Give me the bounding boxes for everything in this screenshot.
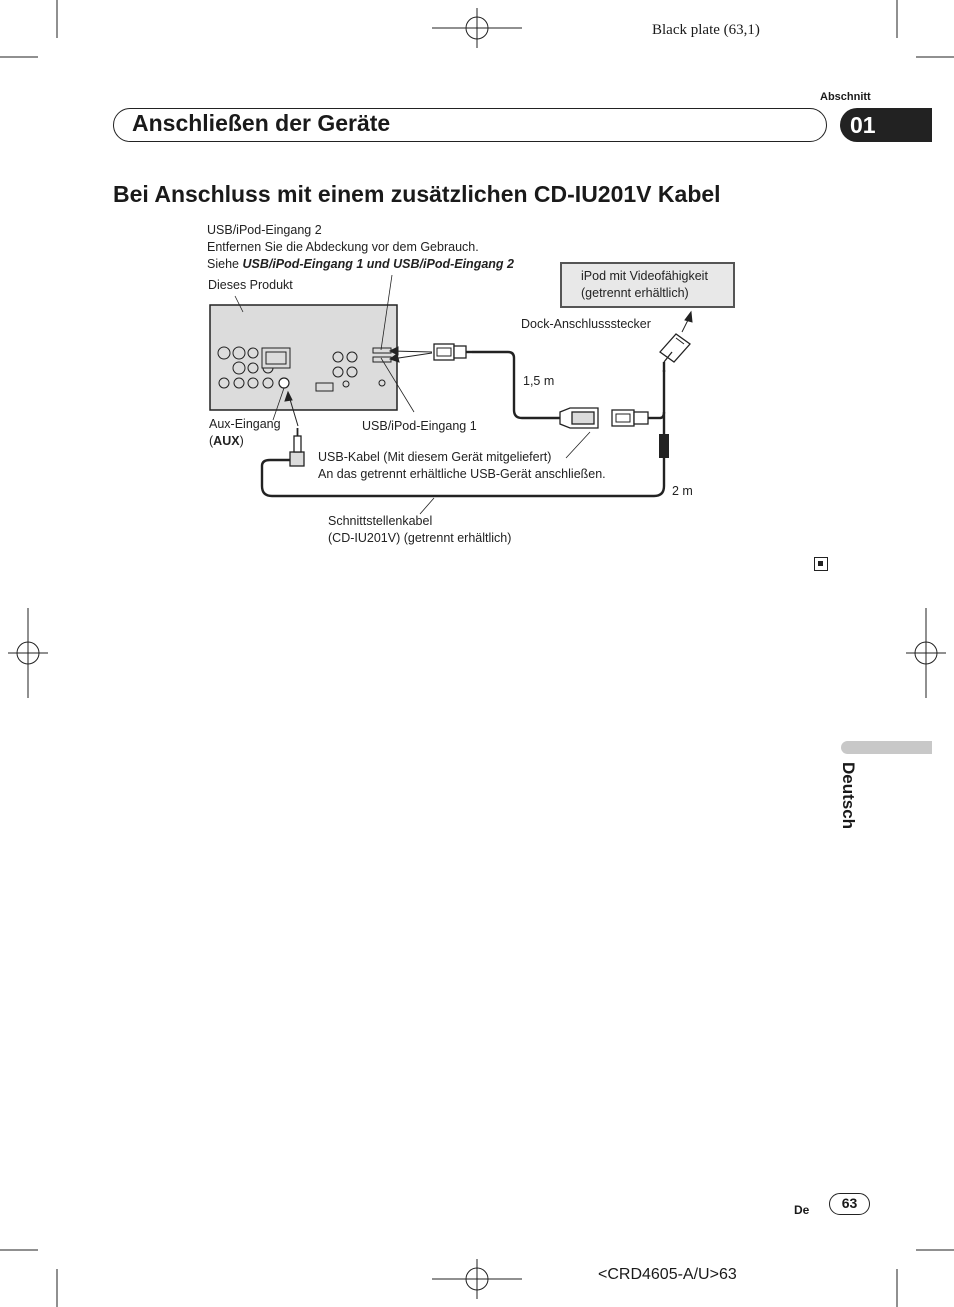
end-of-section-icon <box>814 557 828 571</box>
document-code: <CRD4605-A/U>63 <box>598 1266 737 1283</box>
dock-label: Dock-Anschlussstecker <box>521 317 651 331</box>
ferrite-core <box>659 434 669 458</box>
usb-socket <box>560 408 598 428</box>
language-code: De <box>794 1203 810 1217</box>
product-label: Dieses Produkt <box>208 278 293 292</box>
aux-label: Aux-Eingang (AUX) <box>209 417 281 448</box>
usb2-label: USB/iPod-Eingang 2 Entfernen Sie die Abdeckung vor dem Gebrauch. Siehe USB/iPod-Eingang 1 und USB/iPod-Eingang 2 <box>207 223 514 271</box>
dock-arrow <box>682 312 692 332</box>
product-unit <box>210 305 397 410</box>
usb-plug-end <box>434 344 472 360</box>
language-label: Deutsch <box>839 762 858 830</box>
page-number: 63 <box>829 1193 870 1215</box>
ipod-label-2: (getrennt erhältlich) <box>581 286 689 300</box>
dock-connector <box>660 334 690 372</box>
aux-plug <box>290 428 304 466</box>
usb-cable-label: USB-Kabel (Mit diesem Gerät mitgeliefert) An das getrennt erhältliche USB-Gerät anschließen. <box>318 450 606 481</box>
page-heading: Bei Anschluss mit einem zusätzlichen CD-IU201V Kabel <box>113 181 721 207</box>
language-tab <box>841 741 932 754</box>
section-caption: Abschnitt <box>820 91 871 103</box>
interface-usb-plug <box>612 410 660 426</box>
section-number-badge: 01 <box>840 108 932 142</box>
usb-arrows <box>390 347 432 362</box>
plate-label: Black plate (63,1) <box>652 22 760 38</box>
section-title: Anschließen der Geräte <box>132 110 391 136</box>
ipod-box <box>560 262 735 308</box>
length-label-2: 2 m <box>672 484 693 498</box>
usb1-label: USB/iPod-Eingang 1 <box>362 419 477 433</box>
length-label-1: 1,5 m <box>523 374 555 388</box>
interface-cable-label: Schnittstellenkabel (CD-IU201V) (getrennt erhältlich) <box>328 514 512 545</box>
ipod-label-1: iPod mit Videofähigkeit <box>581 269 708 283</box>
